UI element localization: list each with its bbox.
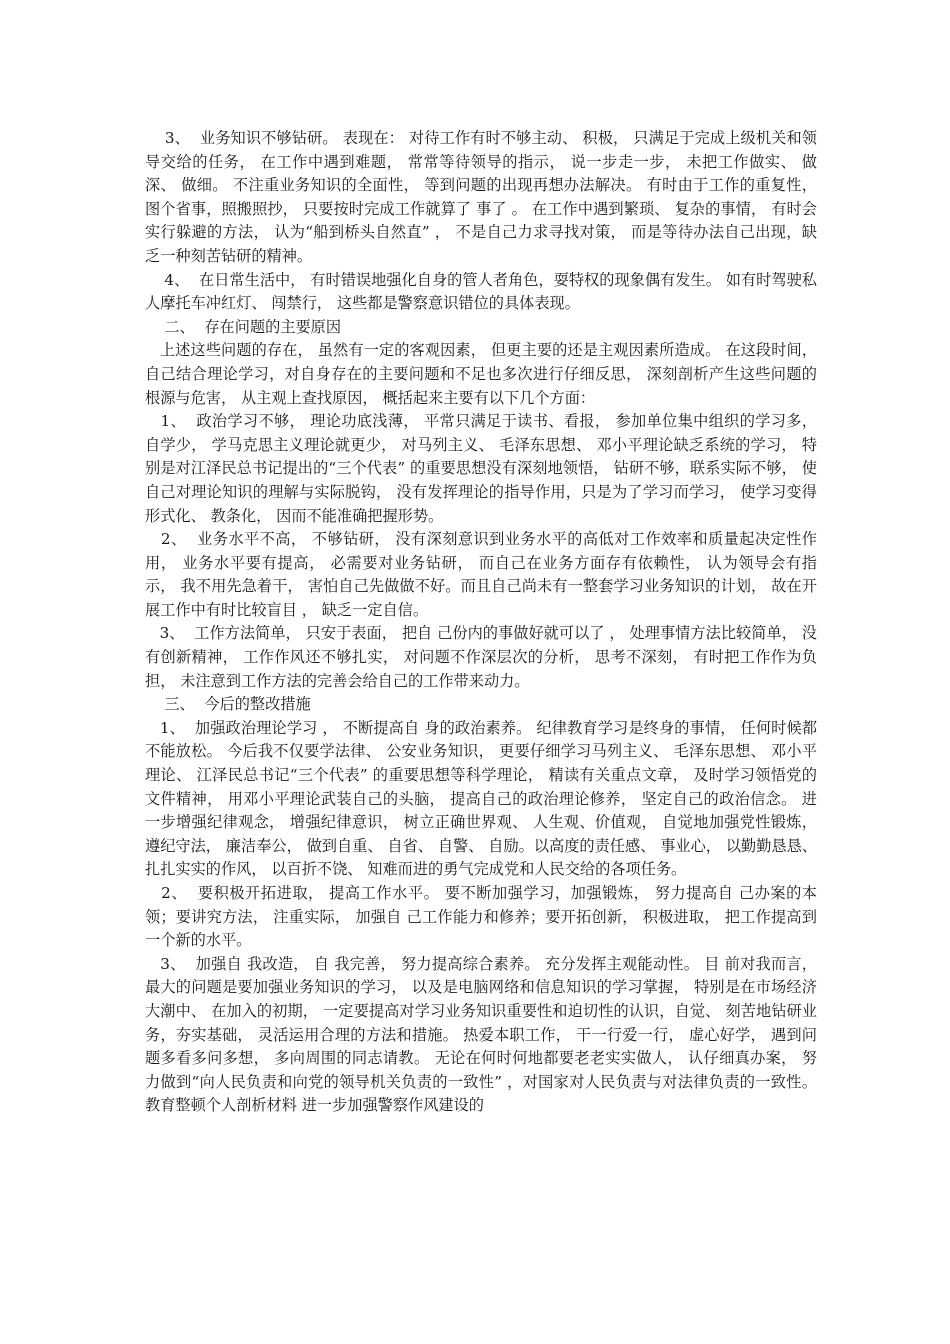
paragraph-cause-1: 1、 政治学习不够， 理论功底浅薄， 平常只满足于读书、看报， 参加单位集中组织的学习多， 自学少， 学马克思主义理论就更少， 对马列主义、 毛泽东思想、 邓小平理论缺乏系统的学习， 特别是对江泽民总书记提出的“三个代表” 的重要思想没有深刻地领悟， 钻研不够，联系实际不够， 使自己对理论知识的理解与实际脱钩， 没有发挥理论的指导作用，只是为了学习而学习， 使学习变得形式化、 教条化， 因而不能准确把握形势。 xyxy=(145,412,822,525)
paragraph-4-daily-life: 4、 在日常生活中， 有时错误地强化自身的管人者角色，耍特权的现象偶有发生。 如有时驾驶私人摩托车冲红灯、 闯禁行， 这些都是警察意识错位的具体表现。 xyxy=(145,270,817,313)
paragraph-3-business-knowledge: 3、 业务知识不够钻研。 表现在： 对待工作有时不够主动、 积极， 只满足于完成上级机关和领导交给的任务， 在工作中遇到难题， 常常等待领导的指示， 说一步走一步， 未把工作做实、 做深、 做细。 不注重业务知识的全面性， 等到问题的出现再想办法解决。 有时由于工作的重复性， 图个省事，照搬照抄， 只要按时完成工作就算了 事了 。 在工作中遇到繁琐、 复杂的事情， 有时会实行躲避的方法， 认为“船到桥头自然直” ， 不是自己力求寻找对策， 而是等待办法自己出现，缺乏一种刻苦钻研的精神。 xyxy=(145,129,822,265)
section-heading-2: 二、 存在问题的主要原因 xyxy=(145,317,342,336)
paragraph-measure-1: 1、 加强政治理论学习 ， 不断提高自 身的政治素养。 纪律教育学习是终身的事情， 任何时候都不能放松。 今后我不仅要学法律、 公安业务知识， 更要仔细学习马列主义、 毛泽东思想、 邓小平理论、 江泽民总书记“三个代表” 的重要思想等科学理论， 精读有关重点文章， 及时学习领悟党的文件精神， 用邓小平理论武装自己的头脑， 提高自己的政治理论修养， 坚定自己的政治信念。 进一步增强纪律观念， 增强纪律意识， 树立正确世界观、 人生观、价值观， 自觉地加强党性锻炼， 遵纪守法， 廉洁奉公， 做到自重、 自省、 自警、 自励。以高度的责任感、 事业心， 以勤勤恳恳、 扎扎实实的作风， 以百折不饶、 知难而进的勇气完成党和人民交给的各项任务。 xyxy=(145,718,822,879)
paragraph-causes-intro: 上述这些问题的存在， 虽然有一定的客观因素， 但更主要的还是主观因素所造成。 在这段时间， 自己结合理论学习，对自身存在的主要问题和不足也多次进行仔细反思， 深刻剖析产生这些问题的根源与危害， 从主观上查找原因， 概括起来主要有以下几个方面： xyxy=(145,341,822,407)
section-heading-3: 三、 今后的整改措施 xyxy=(145,695,311,714)
paragraph-measure-3: 3、 加强自 我改造， 自 我完善， 努力提高综合素养。 充分发挥主观能动性。 目 前对我而言， 最大的问题是要加强业务知识的学习， 以及是电脑网络和信息知识的学习掌握， 特别是在市场经济大潮中、 在加入的初期， 一定要提高对学习业务知识重要性和迫切性的认识，自觉、 刻苦地钻研业务，夯实基础， 灵活运用合理的方法和措施。 热爱本职工作， 干一行爱一行， 虚心好学， 遇到问题多看多问多想， 多向周围的同志请教。 无论在何时何地都要老老实实做人， 认仔细真办案， 努力做到“向人民负责和向党的领导机关负责的一致性” ，对国家对人民负责与对法律负责的一致性。教育整顿个人剖析材料 进一步加强警察作风建设的 xyxy=(145,954,822,1115)
paragraph-measure-2: 2、 要积极开拓进取， 提高工作水平。 要不断加强学习，加强锻炼， 努力提高自 己办案的本领；要讲究方法， 注重实际， 加强自 己工作能力和修养；要开拓创新， 积极进取， 把工作提高到一个新的水平。 xyxy=(145,884,817,950)
paragraph-cause-2: 2、 业务水平不高， 不够钻研， 没有深刻意识到业务水平的高低对工作效率和质量起决定性作用， 业务水平要有提高， 必需要对业务钻研， 而自己在业务方面存有依赖性， 认为领导会有指示， 我不用先急着干， 害怕自己先做做不好。而且自己尚未有一整套学习业务知识的计划， 故在开展工作中有时比较盲目 ， 缺乏一定自信。 xyxy=(145,530,817,619)
document-body xyxy=(145,127,822,1118)
paragraph-cause-3: 3、 工作方法简单， 只安于表面， 把自 己份内的事做好就可以了 ， 处理事情方法比较简单， 没有创新精神， 工作作风还不够扎实， 对问题不作深层次的分析， 思考不深刻， 有时把工作作为负担， 未注意到工作方法的完善会给自己的工作带来动力。 xyxy=(145,624,817,690)
